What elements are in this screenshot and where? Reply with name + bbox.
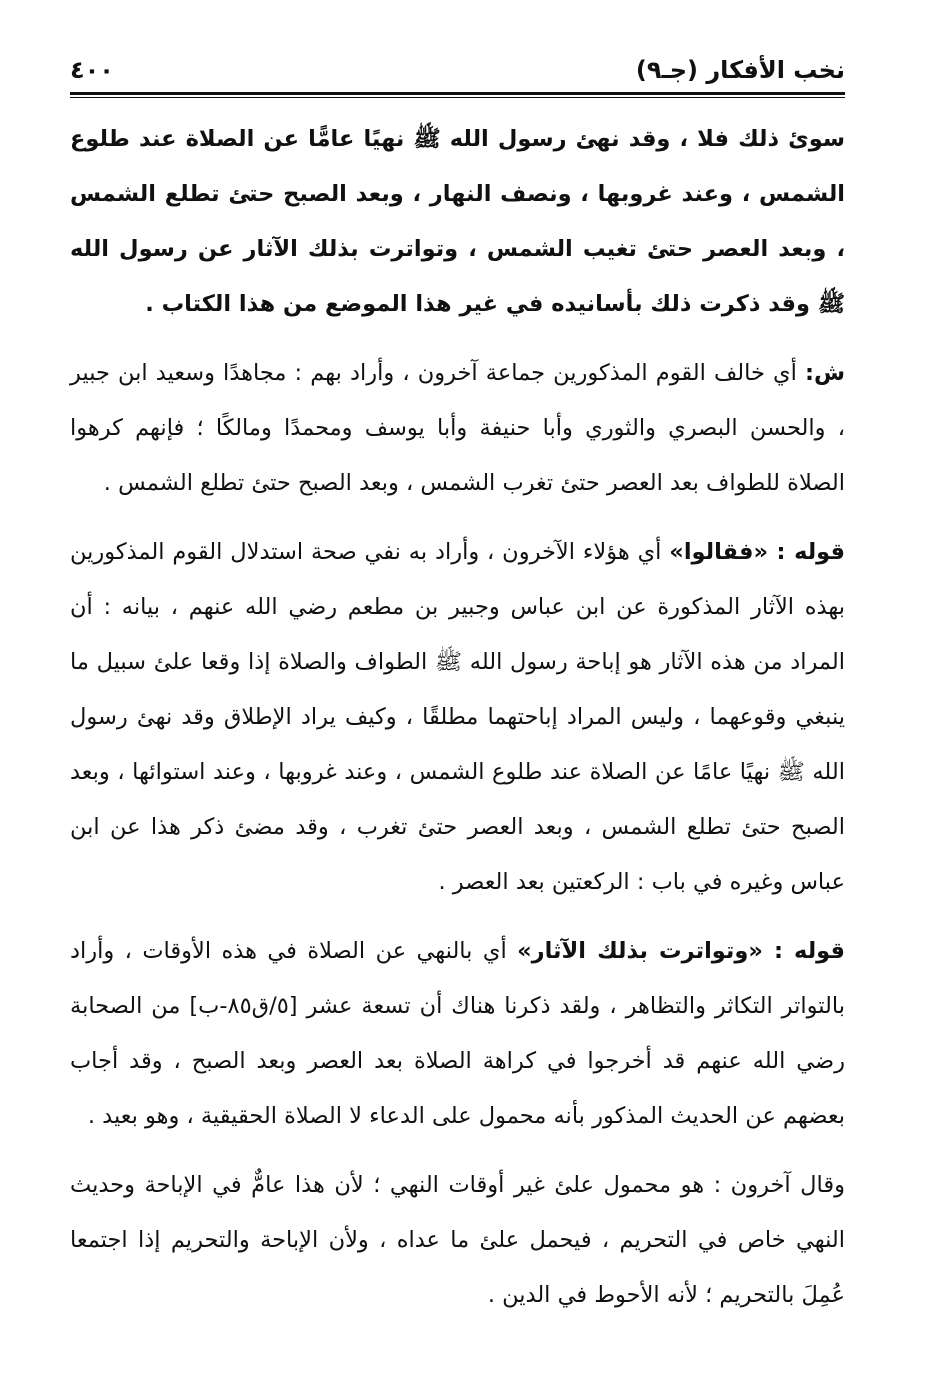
- quote-lead: قوله : «فقالوا»: [669, 539, 846, 565]
- commentary-text: أي بالنهي عن الصلاة في هذه الأوقات ، وأراد بالتواتر التكاثر والتظاهر ، ولقد ذكرنا هناك أن تسعة عشر [٥/ق٨٥-ب] من الصحابة رضي الله عنهم قد أخرجوا في كراهة الصلاة بعد العصر وبعد الصبح ، وقد أجاب بعضهم عن الحديث المذكور بأنه محمول على الدعاء لا الصلاة الحقيقية ، وهو بعيد .: [70, 938, 845, 1129]
- page-body: [70, 112, 845, 1323]
- header-rule-thin: [70, 97, 845, 98]
- matn-paragraph: سوئ ذلك فلا ، وقد نهئ رسول الله ﷺ نهيًا عامًّا عن الصلاة عند طلوع الشمس ، وعند غروبها ، ونصف النهار ، وبعد الصبح حتئ تطلع الشمس ، وبعد العصر حتئ تغيب الشمس ، وتواترت بذلك الآثار عن رسول الله ﷺ وقد ذكرت ذلك بأسانيده في غير هذا الموضع من هذا الكتاب .: [70, 126, 845, 317]
- commentary-text: أي هؤلاء الآخرون ، وأراد به نفي صحة استدلال القوم المذكورين بهذه الآثار المذكورة عن ابن عباس وجبير بن مطعم رضي الله عنهم ، بيانه : أن المراد من هذه الآثار هو إباحة رسول الله ﷺ الطواف والصلاة إذا وقعا علئ سبيل ما ينبغي وقوعهما ، وليس المراد إباحتهما مطلقًا ، وكيف يراد الإطلاق وقد نهئ رسول الله ﷺ نهيًا عامًا عن الصلاة عند طلوع الشمس ، وعند غروبها ، وعند استوائها ، وبعد الصبح حتئ تطلع الشمس ، وبعد العصر حتئ تغرب ، وقد مضئ ذكر هذا عن ابن عباس وغيره في باب : الركعتين بعد العصر .: [70, 539, 845, 895]
- book-title: نخب الأفكار (جـ٩): [635, 56, 845, 84]
- commentary-paragraph: وقال آخرون : هو محمول علئ غير أوقات النهي ؛ لأن هذا عامٌّ في الإباحة وحديث النهي خاص في التحريم ، فيحمل علئ ما عداه ، ولأن الإباحة والتحريم إذا اجتمعا عُمِلَ بالتحريم ؛ لأنه الأحوط في الدين .: [70, 1172, 845, 1308]
- commentary-paragraph: [70, 346, 845, 511]
- header-rule: [70, 92, 845, 95]
- commentary-paragraph: [70, 525, 845, 910]
- book-page: [70, 52, 845, 1325]
- commentary-paragraph: [70, 924, 845, 1144]
- commentary-text: أي خالف القوم المذكورين جماعة آخرون ، وأراد بهم : مجاهدًا وسعيد ابن جبير ، والحسن البصري والثوري وأبا حنيفة وأبا يوسف ومحمدًا ومالكًا ؛ فإنهم كرهوا الصلاة للطواف بعد العصر حتئ تغرب الشمس ، وبعد الصبح حتئ تطلع الشمس .: [70, 360, 845, 496]
- sharh-marker: ش:: [804, 360, 845, 386]
- running-header: [70, 52, 845, 90]
- page-number: ٤٠٠: [70, 56, 114, 84]
- quote-lead: قوله : «وتواترت بذلك الآثار»: [517, 938, 845, 964]
